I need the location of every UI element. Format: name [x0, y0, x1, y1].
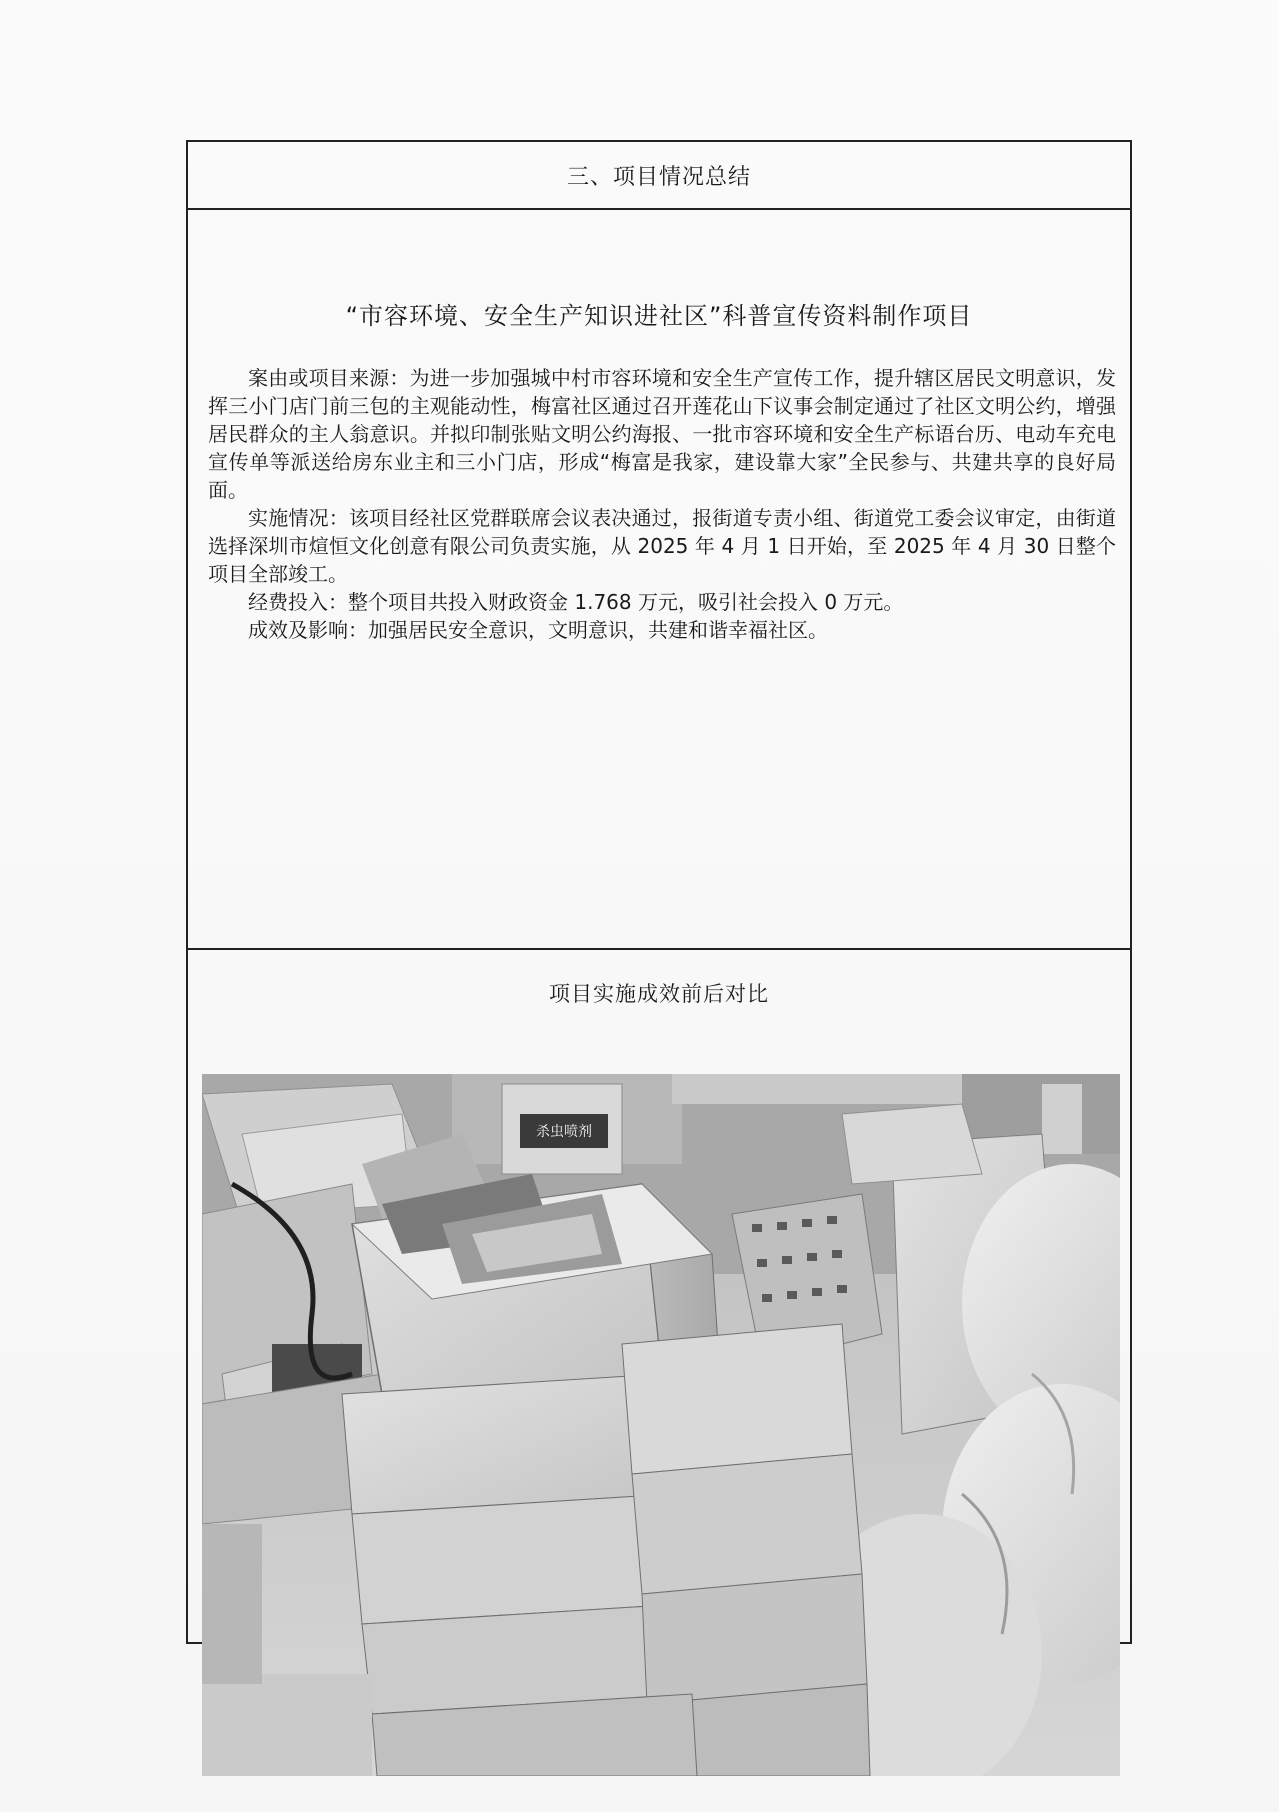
paragraph-effect: 成效及影响：加强居民安全意识，文明意识，共建和谐幸福社区。 [248, 618, 828, 642]
section-heading: 三、项目情况总结 [188, 142, 1130, 210]
summary-table [186, 140, 1132, 1644]
summary-body [208, 364, 1116, 644]
product-label: 杀虫喷剂 [536, 1124, 592, 1140]
project-title: “市容环境、安全生产知识进社区”科普宣传资料制作项目 [345, 302, 973, 330]
summary-cell [188, 210, 1130, 950]
stacked-boxes-photo [202, 1074, 1120, 1776]
comparison-cell [188, 950, 1130, 1644]
paragraph-funding: 经费投入：整个项目共投入财政资金 1.768 万元，吸引社会投入 0 万元。 [248, 590, 904, 614]
comparison-title: 项目实施成效前后对比 [549, 982, 769, 1006]
paragraph-implementation: 实施情况：该项目经社区党群联席会议表决通过，报街道专责小组、街道党工委会议审定，由街道选择深圳市煊恒文化创意有限公司负责实施，从 2025 年 4 月 1 日开始，至 2025 年 4 月 30 日整个项目全部竣工。 [208, 506, 1116, 586]
paragraph-source: 案由或项目来源：为进一步加强城中村市容环境和安全生产宣传工作，提升辖区居民文明意识，发挥三小门店门前三包的主观能动性，梅富社区通过召开莲花山下议事会制定通过了社区文明公约，增强居民群众的主人翁意识。并拟印制张贴文明公约海报、一批市容环境和安全生产标语台历、电动车充电宣传单等派送给房东业主和三小门店，形成“梅富是我家，建设靠大家”全民参与、共建共享的良好局面。 [208, 366, 1116, 502]
comparison-photo [202, 1074, 1120, 1776]
